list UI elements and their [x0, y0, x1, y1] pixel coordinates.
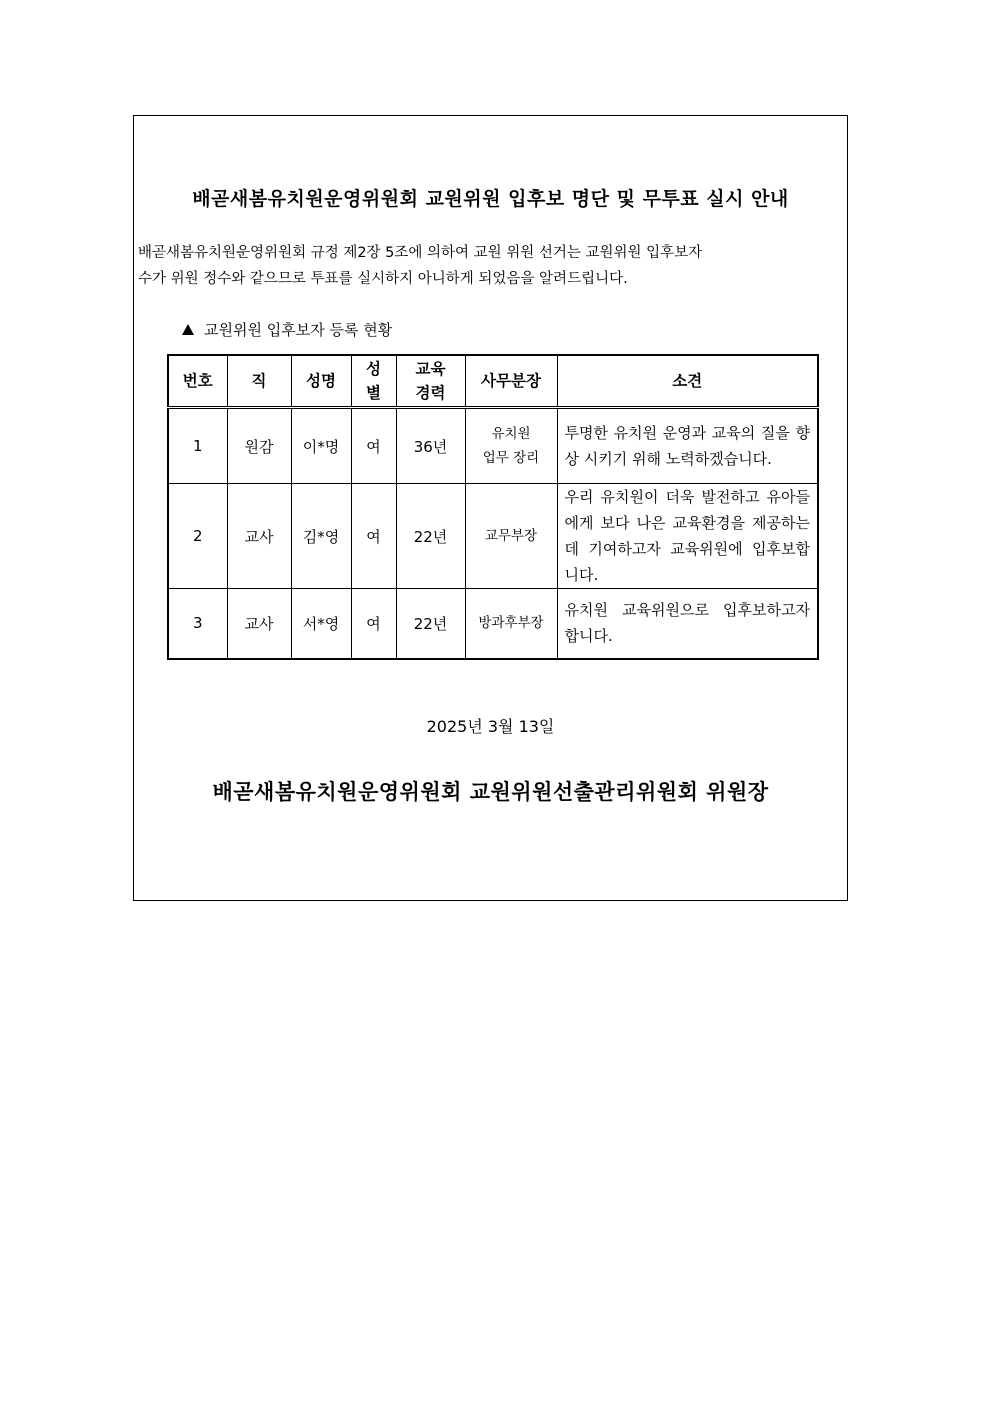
header-position: 직 [227, 355, 291, 408]
cell-career: 22년 [396, 589, 465, 659]
cell-duty [465, 408, 557, 484]
document-title: 배곧새봄유치원운영위원회 교원위원 입후보 명단 및 무투표 실시 안내 [192, 188, 789, 210]
subheading [182, 319, 392, 340]
table-row [168, 408, 818, 484]
header-career-line2: 경력 [415, 383, 446, 402]
intro-line-2: 수가 위원 정수와 같으므로 투표를 실시하지 아니하게 되었음을 알려드립니다. [138, 271, 628, 287]
header-no: 번호 [168, 355, 227, 408]
intro-paragraph [138, 240, 844, 292]
cell-name: 서*영 [291, 589, 351, 659]
cell-duty: 교무부장 [465, 484, 557, 589]
header-gender [351, 355, 396, 408]
cell-no: 2 [168, 484, 227, 589]
cell-duty: 방과후부장 [465, 589, 557, 659]
header-career [396, 355, 465, 408]
document-date: 2025년 3월 13일 [426, 717, 555, 736]
subheading-text: 교원위원 입후보자 등록 현황 [204, 321, 393, 339]
header-career-line1: 교육 [415, 359, 446, 378]
header-gender-line1: 성 [366, 359, 381, 378]
cell-gender: 여 [351, 589, 396, 659]
cell-position: 교사 [227, 484, 291, 589]
signature-line: 배곧새봄유치원운영위원회 교원위원선출관리위원회 위원장 [212, 779, 769, 804]
cell-opinion: 유치원 교육위원으로 입후보하고자 합니다. [557, 589, 818, 659]
cell-name: 김*영 [291, 484, 351, 589]
cell-opinion: 투명한 유치원 운영과 교육의 질을 향상 시키기 위해 노력하겠습니다. [557, 408, 818, 484]
cell-position: 교사 [227, 589, 291, 659]
candidate-table [167, 354, 819, 660]
header-opinion: 소견 [557, 355, 818, 408]
cell-name: 이*명 [291, 408, 351, 484]
cell-no: 3 [168, 589, 227, 659]
table-row [168, 589, 818, 659]
cell-career: 22년 [396, 484, 465, 589]
header-name: 성명 [291, 355, 351, 408]
cell-gender: 여 [351, 408, 396, 484]
cell-no: 1 [168, 408, 227, 484]
intro-line-1: 배곧새봄유치원운영위원회 규정 제2장 5조에 의하여 교원 위원 선거는 교원위원 입후보자 [138, 245, 703, 261]
table-header-row [168, 355, 818, 408]
header-duty: 사무분장 [465, 355, 557, 408]
cell-duty-line1: 유치원 [491, 426, 531, 442]
cell-gender: 여 [351, 484, 396, 589]
cell-opinion: 우리 유치원이 더욱 발전하고 유아들에게 보다 나은 교육환경을 제공하는데 기여하고자 교육위원에 입후보합니다. [557, 484, 818, 589]
cell-duty-line2: 업무 장리 [482, 450, 540, 466]
table-row [168, 484, 818, 589]
cell-career: 36년 [396, 408, 465, 484]
triangle-bullet-icon [182, 324, 194, 335]
cell-position: 원감 [227, 408, 291, 484]
notice-frame [133, 115, 848, 901]
header-gender-line2: 별 [366, 383, 381, 402]
